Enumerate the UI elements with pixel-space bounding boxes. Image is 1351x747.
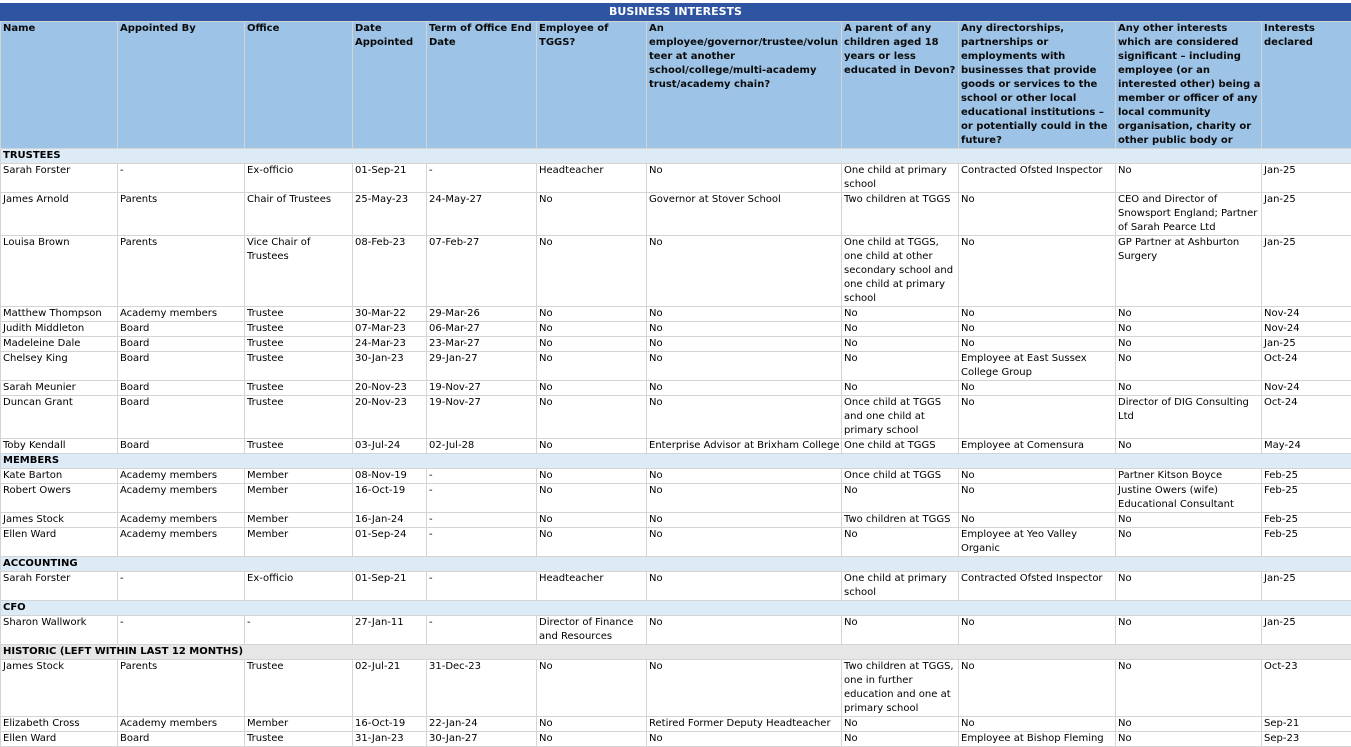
table-cell[interactable]: Sharon Wallwork [1,616,118,645]
table-cell[interactable]: 29-Mar-26 [427,307,537,322]
table-cell[interactable]: Ex-officio [245,164,353,193]
table-cell[interactable]: 30-Jan-27 [427,732,537,747]
table-cell[interactable]: No [647,307,842,322]
table-cell[interactable]: Toby Kendall [1,439,118,454]
table-row [1,352,1351,381]
table-cell[interactable]: No [1116,513,1262,528]
table-cell[interactable]: No [647,616,842,645]
table-cell[interactable]: 30-Jan-23 [353,352,427,381]
table-cell[interactable]: Contracted Ofsted Inspector [959,164,1116,193]
section-label[interactable]: MEMBERS [1,454,1351,469]
table-row [1,381,1351,396]
table-cell[interactable]: 06-Mar-27 [427,322,537,337]
column-header[interactable]: Any other interests which are considered significant – including employee (or an interested other) being a member or officer of any local community organisation, charity or other public body or [1116,22,1262,149]
table-cell[interactable]: Trustee [245,439,353,454]
table-cell[interactable]: 01-Sep-24 [353,528,427,557]
table-body [1,149,1351,747]
table-cell[interactable]: No [537,337,647,352]
table-cell[interactable]: 19-Nov-27 [427,381,537,396]
table-cell[interactable]: No [842,616,959,645]
table-cell[interactable]: No [1116,660,1262,717]
table-cell[interactable]: No [1116,439,1262,454]
table-cell[interactable]: Academy members [118,717,245,732]
table-cell[interactable]: No [647,396,842,439]
table-cell[interactable]: No [842,352,959,381]
table-cell[interactable]: No [1116,717,1262,732]
table-cell[interactable]: Oct-24 [1262,352,1351,381]
table-cell[interactable]: Academy members [118,513,245,528]
table-cell[interactable]: Oct-24 [1262,396,1351,439]
table-cell[interactable]: No [647,528,842,557]
column-header[interactable]: Term of Office End Date [427,22,537,149]
table-cell[interactable]: Jan-25 [1262,193,1351,236]
table-cell[interactable]: James Stock [1,660,118,717]
table-cell[interactable]: Feb-25 [1262,528,1351,557]
table-cell[interactable]: 02-Jul-21 [353,660,427,717]
table-cell[interactable]: - [118,164,245,193]
table-cell[interactable]: Member [245,513,353,528]
table-row [1,193,1351,236]
table-cell[interactable]: No [842,717,959,732]
table-cell[interactable]: No [959,660,1116,717]
section-header-row [1,601,1351,616]
section-header-row [1,557,1351,572]
table-cell[interactable]: Two children at TGGS [842,193,959,236]
table-row [1,322,1351,337]
table-cell[interactable]: Oct-23 [1262,660,1351,717]
table-cell[interactable]: Nov-24 [1262,307,1351,322]
table-cell[interactable]: Retired Former Deputy Headteacher [647,717,842,732]
table-cell[interactable]: Sep-23 [1262,732,1351,747]
table-cell[interactable]: 24-May-27 [427,193,537,236]
table-cell[interactable]: No [537,236,647,307]
table-cell[interactable]: Matthew Thompson [1,307,118,322]
table-cell[interactable]: Trustee [245,307,353,322]
table-cell[interactable]: Two children at TGGS, one in further education and one at primary school [842,660,959,717]
table-cell[interactable]: Academy members [118,469,245,484]
table-cell[interactable]: No [647,322,842,337]
table-cell[interactable]: No [647,164,842,193]
table-cell[interactable]: Ellen Ward [1,732,118,747]
section-label[interactable]: HISTORIC (LEFT WITHIN LAST 12 MONTHS) [1,645,1351,660]
table-cell[interactable]: 30-Mar-22 [353,307,427,322]
table-cell[interactable]: No [959,396,1116,439]
table-cell[interactable]: No [959,381,1116,396]
table-cell[interactable]: - [427,469,537,484]
column-header[interactable]: Interests declared [1262,22,1351,149]
table-cell[interactable]: - [427,572,537,601]
table-cell[interactable]: No [1116,381,1262,396]
table-cell[interactable]: Parents [118,660,245,717]
table-cell[interactable]: No [842,337,959,352]
column-header[interactable]: An employee/governor/trustee/volunteer at another school/college/multi-academy trust/academy chain? [647,22,842,149]
table-cell[interactable]: Employee at Comensura [959,439,1116,454]
table-cell[interactable]: No [1116,352,1262,381]
table-cell[interactable]: No [537,307,647,322]
table-cell[interactable]: Louisa Brown [1,236,118,307]
table-row [1,337,1351,352]
table-cell[interactable]: Parents [118,236,245,307]
table-cell[interactable]: James Arnold [1,193,118,236]
table-cell[interactable]: Sarah Meunier [1,381,118,396]
table-cell[interactable]: No [537,352,647,381]
table-row [1,528,1351,557]
table-cell[interactable]: Trustee [245,337,353,352]
table-cell[interactable]: Vice Chair of Trustees [245,236,353,307]
table-cell[interactable]: Trustee [245,322,353,337]
table-cell[interactable]: Justine Owers (wife) Educational Consultant [1116,484,1262,513]
table-cell[interactable]: No [647,381,842,396]
table-cell[interactable]: Judith Middleton [1,322,118,337]
table-cell[interactable]: Jan-25 [1262,164,1351,193]
table-cell[interactable]: Kate Barton [1,469,118,484]
table-cell[interactable]: One child at primary school [842,164,959,193]
table-cell[interactable]: Board [118,352,245,381]
table-cell[interactable]: Board [118,732,245,747]
table-cell[interactable]: Chair of Trustees [245,193,353,236]
table-cell[interactable]: Board [118,322,245,337]
table-cell[interactable]: 23-Mar-27 [427,337,537,352]
table-cell[interactable]: Trustee [245,352,353,381]
table-cell[interactable]: Jan-25 [1262,236,1351,307]
table-row [1,469,1351,484]
table-cell[interactable]: - [245,616,353,645]
table-cell[interactable]: Academy members [118,307,245,322]
business-interests-table [0,21,1351,747]
table-cell[interactable]: No [959,469,1116,484]
table-cell[interactable]: Chelsey King [1,352,118,381]
table-cell[interactable]: No [842,732,959,747]
table-cell[interactable]: 20-Nov-23 [353,381,427,396]
table-cell[interactable]: - [427,616,537,645]
table-row [1,164,1351,193]
table-cell[interactable]: No [537,717,647,732]
column-header[interactable]: Any directorships, partnerships or employments with businesses that provide goods or services to the school or other local educational institutions – or potentially could in the future? [959,22,1116,149]
table-cell[interactable]: 29-Jan-27 [427,352,537,381]
table-cell[interactable]: No [647,236,842,307]
table-cell[interactable]: 08-Feb-23 [353,236,427,307]
table-cell[interactable]: May-24 [1262,439,1351,454]
table-cell[interactable]: No [959,484,1116,513]
table-cell[interactable]: Jan-25 [1262,337,1351,352]
table-cell[interactable]: Enterprise Advisor at Brixham College [647,439,842,454]
column-header[interactable]: Appointed By [118,22,245,149]
table-cell[interactable]: GP Partner at Ashburton Surgery [1116,236,1262,307]
table-cell[interactable]: - [118,572,245,601]
table-cell[interactable]: 03-Jul-24 [353,439,427,454]
table-cell[interactable]: Partner Kitson Boyce [1116,469,1262,484]
table-cell[interactable]: No [1116,572,1262,601]
table-cell[interactable]: No [647,484,842,513]
table-cell[interactable]: No [959,513,1116,528]
table-cell[interactable]: Governor at Stover School [647,193,842,236]
table-cell[interactable]: Employee at East Sussex College Group [959,352,1116,381]
section-header-row [1,645,1351,660]
table-cell[interactable]: Member [245,717,353,732]
table-cell[interactable]: No [959,193,1116,236]
table-cell[interactable]: No [537,732,647,747]
table-cell[interactable]: Feb-25 [1262,469,1351,484]
table-cell[interactable]: Two children at TGGS [842,513,959,528]
table-cell[interactable]: Trustee [245,732,353,747]
table-row [1,616,1351,645]
table-cell[interactable]: Director of Finance and Resources [537,616,647,645]
table-cell[interactable]: No [537,528,647,557]
table-cell[interactable]: CEO and Director of Snowsport England; Partner of Sarah Pearce Ltd [1116,193,1262,236]
table-cell[interactable]: No [647,513,842,528]
column-header[interactable]: Name [1,22,118,149]
table-cell[interactable]: Ellen Ward [1,528,118,557]
table-cell[interactable]: No [1116,164,1262,193]
table-cell[interactable]: No [1116,337,1262,352]
table-cell[interactable]: 02-Jul-28 [427,439,537,454]
table-cell[interactable]: No [537,322,647,337]
table-cell[interactable]: Elizabeth Cross [1,717,118,732]
table-cell[interactable]: Headteacher [537,164,647,193]
table-cell[interactable]: No [647,352,842,381]
section-label[interactable]: TRUSTEES [1,149,1351,164]
table-cell[interactable]: 22-Jan-24 [427,717,537,732]
table-cell[interactable]: Jan-25 [1262,616,1351,645]
table-cell[interactable]: 27-Jan-11 [353,616,427,645]
table-cell[interactable]: Member [245,528,353,557]
table-cell[interactable]: No [647,660,842,717]
table-cell[interactable]: One child at TGGS [842,439,959,454]
table-cell[interactable]: Robert Owers [1,484,118,513]
table-cell[interactable]: No [647,337,842,352]
table-cell[interactable]: Sarah Forster [1,164,118,193]
table-cell[interactable]: Once child at TGGS [842,469,959,484]
table-cell[interactable]: 16-Oct-19 [353,484,427,513]
column-header[interactable]: Office [245,22,353,149]
table-cell[interactable]: 01-Sep-21 [353,572,427,601]
section-header-row [1,149,1351,164]
table-cell[interactable]: No [959,307,1116,322]
table-cell[interactable]: Academy members [118,484,245,513]
table-cell[interactable]: No [537,660,647,717]
table-cell[interactable]: 07-Mar-23 [353,322,427,337]
section-label[interactable]: CFO [1,601,1351,616]
table-cell[interactable]: Once child at TGGS and one child at primary school [842,396,959,439]
table-cell[interactable]: No [842,307,959,322]
column-header[interactable]: A parent of any children aged 18 years or less educated in Devon? [842,22,959,149]
table-cell[interactable]: No [1116,732,1262,747]
table-cell[interactable]: 24-Mar-23 [353,337,427,352]
table-cell[interactable]: 20-Nov-23 [353,396,427,439]
table-cell[interactable]: Parents [118,193,245,236]
table-cell[interactable]: Contracted Ofsted Inspector [959,572,1116,601]
table-cell[interactable]: No [537,193,647,236]
table-cell[interactable]: No [959,322,1116,337]
table-cell[interactable]: No [537,396,647,439]
table-cell[interactable]: - [118,616,245,645]
table-row [1,572,1351,601]
table-cell[interactable]: 07-Feb-27 [427,236,537,307]
table-cell[interactable]: No [647,469,842,484]
table-cell[interactable]: No [959,616,1116,645]
table-cell[interactable]: Feb-25 [1262,513,1351,528]
table-row [1,513,1351,528]
table-cell[interactable]: No [647,732,842,747]
table-cell[interactable]: No [842,381,959,396]
table-cell[interactable]: 25-May-23 [353,193,427,236]
section-header-row [1,454,1351,469]
table-cell[interactable]: Nov-24 [1262,381,1351,396]
table-cell[interactable]: No [537,484,647,513]
section-label[interactable]: ACCOUNTING [1,557,1351,572]
table-row [1,717,1351,732]
table-cell[interactable]: Member [245,469,353,484]
table-cell[interactable]: Director of DIG Consulting Ltd [1116,396,1262,439]
table-row [1,484,1351,513]
table-cell[interactable]: - [427,513,537,528]
table-cell[interactable]: Trustee [245,381,353,396]
table-cell[interactable]: No [959,337,1116,352]
table-cell[interactable]: Board [118,381,245,396]
table-row [1,396,1351,439]
table-cell[interactable]: 31-Dec-23 [427,660,537,717]
table-row [1,439,1351,454]
table-cell[interactable]: 31-Jan-23 [353,732,427,747]
table-cell[interactable]: Board [118,337,245,352]
column-header[interactable]: Date Appointed [353,22,427,149]
table-cell[interactable]: 08-Nov-19 [353,469,427,484]
table-cell[interactable]: Duncan Grant [1,396,118,439]
table-cell[interactable]: 16-Jan-24 [353,513,427,528]
table-cell[interactable]: Headteacher [537,572,647,601]
table-cell[interactable]: Employee at Yeo Valley Organic [959,528,1116,557]
table-cell[interactable]: No [537,439,647,454]
table-cell[interactable]: No [842,528,959,557]
table-cell[interactable]: No [1116,528,1262,557]
table-cell[interactable]: Board [118,439,245,454]
table-cell[interactable]: No [1116,322,1262,337]
table-cell[interactable]: No [647,572,842,601]
table-cell[interactable]: No [537,513,647,528]
table-cell[interactable]: No [959,717,1116,732]
table-cell[interactable]: 16-Oct-19 [353,717,427,732]
table-cell[interactable]: Board [118,396,245,439]
table-row [1,660,1351,717]
table-cell[interactable]: One child at primary school [842,572,959,601]
table-cell[interactable]: No [842,484,959,513]
table-row [1,236,1351,307]
table-cell[interactable]: Trustee [245,660,353,717]
table-cell[interactable]: Academy members [118,528,245,557]
table-cell[interactable]: 19-Nov-27 [427,396,537,439]
table-cell[interactable]: No [1116,616,1262,645]
header-row [1,22,1351,149]
table-cell[interactable]: 01-Sep-21 [353,164,427,193]
table-cell[interactable]: No [842,322,959,337]
table-cell[interactable]: Jan-25 [1262,572,1351,601]
table-cell[interactable]: No [537,381,647,396]
table-cell[interactable]: No [537,469,647,484]
column-header[interactable]: Employee of TGGS? [537,22,647,149]
table-cell[interactable]: Member [245,484,353,513]
table-cell[interactable]: Trustee [245,396,353,439]
table-cell[interactable]: Sarah Forster [1,572,118,601]
table-row [1,732,1351,747]
table-cell[interactable]: Madeleine Dale [1,337,118,352]
table-cell[interactable]: Ex-officio [245,572,353,601]
table-row [1,307,1351,322]
table-cell[interactable]: No [959,236,1116,307]
table-cell[interactable]: Sep-21 [1262,717,1351,732]
table-cell[interactable]: - [427,484,537,513]
table-cell[interactable]: James Stock [1,513,118,528]
table-cell[interactable]: Employee at Bishop Fleming [959,732,1116,747]
table-cell[interactable]: - [427,528,537,557]
table-cell[interactable]: No [1116,307,1262,322]
table-cell[interactable]: Nov-24 [1262,322,1351,337]
table-cell[interactable]: - [427,164,537,193]
sheet-title: BUSINESS INTERESTS [0,3,1351,21]
table-cell[interactable]: Feb-25 [1262,484,1351,513]
table-cell[interactable]: One child at TGGS, one child at other secondary school and one child at primary school [842,236,959,307]
